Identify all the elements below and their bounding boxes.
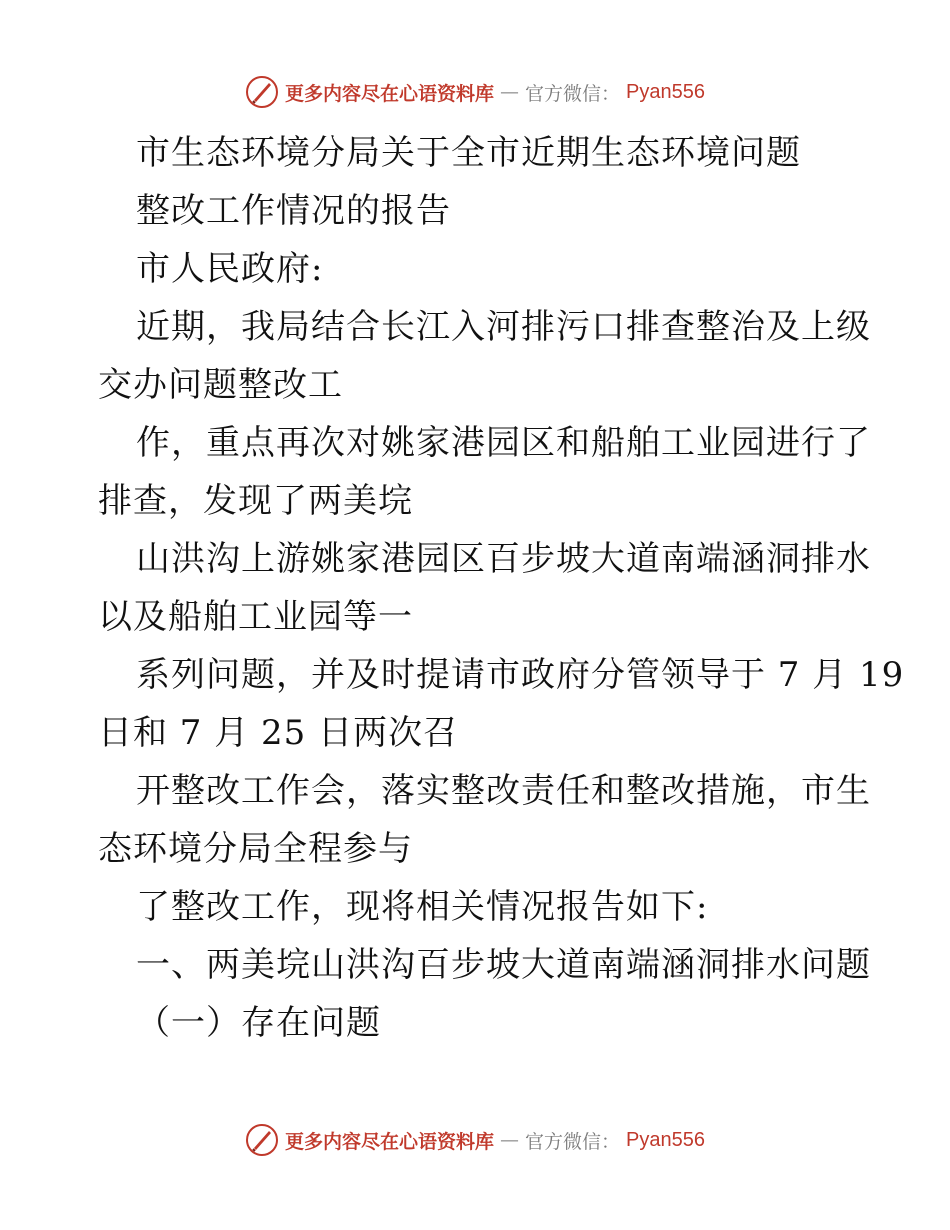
banner-wechat-label: 官方微信：: [525, 1130, 621, 1153]
quill-logo-icon: [245, 1123, 279, 1157]
banner-dash: —: [500, 81, 520, 103]
paragraph-line: 近期，我局结合长江入河排污口排查整治及上级: [136, 307, 871, 347]
footer-banner: [0, 1120, 950, 1160]
section-heading: 一、两美垸山洪沟百步坡大道南端涵洞排水问题: [136, 945, 871, 985]
banner-dash: —: [500, 1129, 520, 1151]
paragraph-line: 排查，发现了两美垸: [98, 481, 413, 521]
paragraph-line: 系列问题，并及时提请市政府分管领导于 7 月 19: [136, 655, 905, 695]
document-body: [98, 124, 905, 1052]
banner-content: [245, 1123, 705, 1157]
banner-wechat-id: Pyan556: [626, 80, 705, 103]
paragraph-line: 以及船舶工业园等一: [98, 597, 413, 637]
doc-title-line-2: 整改工作情况的报告: [136, 191, 451, 231]
header-banner: [0, 72, 950, 112]
banner-wechat-label: 官方微信：: [525, 82, 621, 105]
paragraph-line: 作，重点再次对姚家港园区和船舶工业园进行了: [136, 423, 871, 463]
salutation: 市人民政府:: [136, 249, 324, 289]
banner-wechat-id: Pyan556: [626, 1128, 705, 1151]
paragraph-line: 态环境分局全程参与: [98, 829, 413, 869]
paragraph-line: 日和 7 月 25 日两次召: [98, 713, 459, 753]
paragraph-line: 山洪沟上游姚家港园区百步坡大道南端涵洞排水: [136, 539, 871, 579]
quill-logo-icon: [245, 75, 279, 109]
banner-slogan: 更多内容尽在心语资料库: [285, 1130, 495, 1153]
doc-title-line-1: 市生态环境分局关于全市近期生态环境问题: [136, 133, 801, 173]
banner-content: [245, 75, 705, 109]
paragraph-line: 开整改工作会，落实整改责任和整改措施，市生: [136, 771, 871, 811]
paragraph-line: 了整改工作，现将相关情况报告如下:: [136, 887, 709, 927]
subsection-heading: （一）存在问题: [136, 1003, 381, 1043]
banner-slogan: 更多内容尽在心语资料库: [285, 82, 495, 105]
paragraph-line: 交办问题整改工: [98, 365, 343, 405]
